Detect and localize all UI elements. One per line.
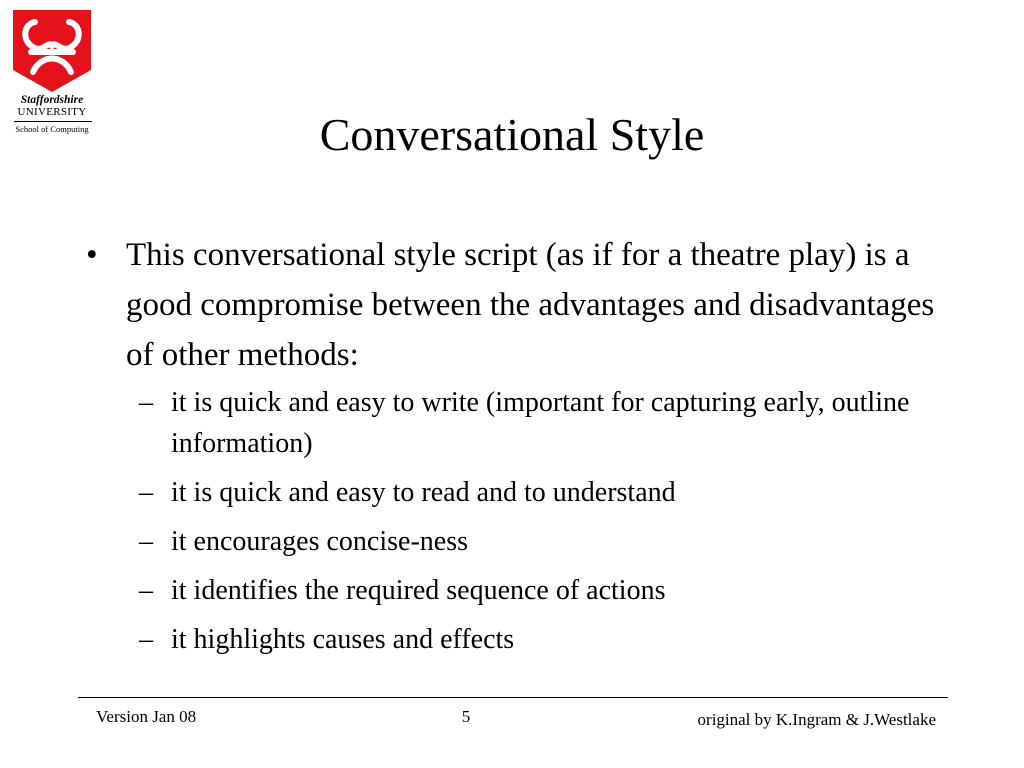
dash-icon: – xyxy=(139,526,153,557)
main-bullet-text: This conversational style script (as if for a theatre play) is a good compromise between the advantages and disadvantages of other methods: xyxy=(126,237,935,373)
sub-bullet-text: it is quick and easy to write (important for capturing early, outline information) xyxy=(171,387,910,459)
sub-bullet xyxy=(86,382,946,464)
sub-bullet xyxy=(86,472,946,513)
bullet-icon: • xyxy=(86,237,98,273)
sub-bullet-text: it identifies the required sequence of actions xyxy=(171,575,666,606)
sub-bullet xyxy=(86,570,946,611)
university-word: UNIVERSITY xyxy=(17,106,87,118)
slide-body xyxy=(86,230,946,668)
sub-bullet-list xyxy=(86,382,946,660)
staffordshire-knot-emblem xyxy=(13,10,91,92)
footer-credit: original by K.Ingram & J.Westlake xyxy=(697,710,936,729)
sub-bullet xyxy=(86,521,946,562)
page-number: 5 xyxy=(461,707,471,726)
sub-bullet-text: it highlights causes and effects xyxy=(171,624,515,655)
dash-icon: – xyxy=(139,624,153,655)
sub-bullet xyxy=(86,619,946,660)
dash-icon: – xyxy=(139,575,153,606)
sub-bullet-text: it is quick and easy to read and to understand xyxy=(171,477,676,508)
sub-bullet-text: it encourages concise-ness xyxy=(171,526,468,557)
footer-version: Version Jan 08 xyxy=(96,707,197,726)
main-bullet xyxy=(86,230,946,380)
footer-divider xyxy=(78,697,948,698)
slide-title: Conversational Style xyxy=(319,109,705,160)
university-name: Staffordshire xyxy=(20,94,84,106)
dash-icon: – xyxy=(139,477,153,508)
school-name: School of Computing xyxy=(15,124,89,134)
dash-icon: – xyxy=(139,387,153,418)
